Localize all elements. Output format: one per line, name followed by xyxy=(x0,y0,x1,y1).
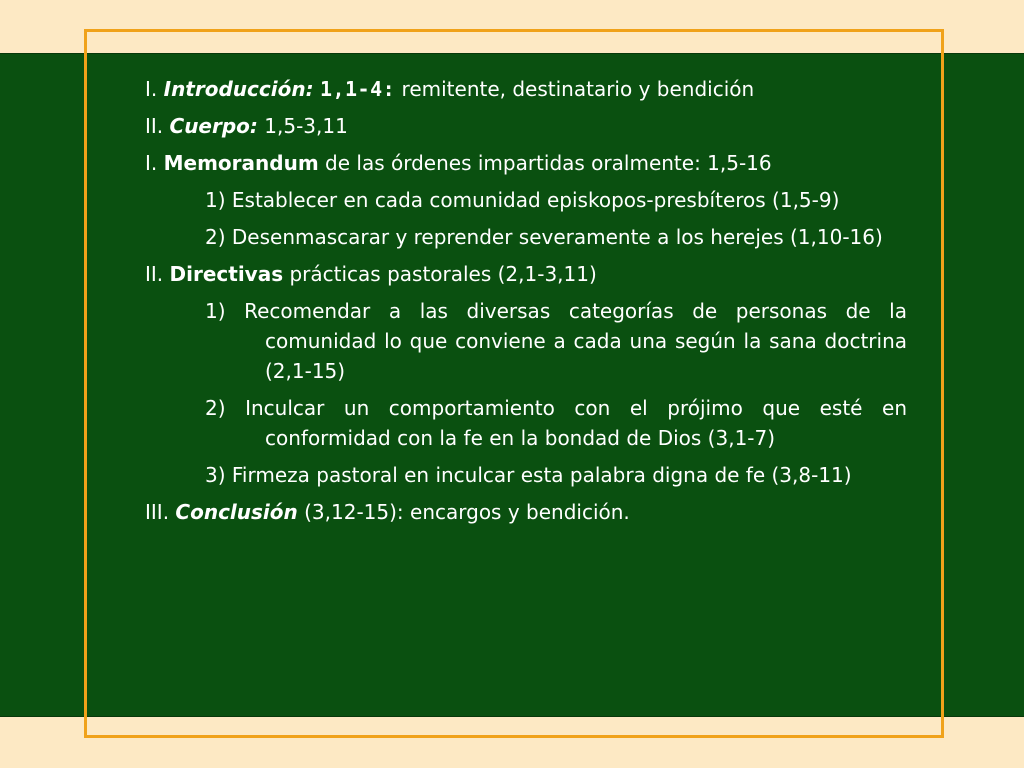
outline-item-cuerpo xyxy=(145,111,907,141)
item-title: Conclusión xyxy=(175,500,298,524)
item-number: II. xyxy=(145,114,164,138)
outline-item-introduccion xyxy=(145,74,907,104)
item-description: prácticas pastorales (2,1-3,11) xyxy=(289,262,597,286)
item-description: (3,12-15): encargos y bendición. xyxy=(304,500,630,524)
item-description: remitente, destinatario y bendición xyxy=(401,77,755,101)
item-reference: 1,1-4: xyxy=(319,77,396,101)
sub-item-memorandum-1: 1) Establecer en cada comunidad episkopos-presbíteros (1,5-9) xyxy=(205,188,840,212)
item-number: I. xyxy=(145,151,158,175)
item-title: Introducción: xyxy=(163,77,314,101)
item-number: III. xyxy=(145,500,170,524)
sub-item-memorandum-2: 2) Desenmascarar y reprender severamente a los herejes (1,10-16) xyxy=(205,225,883,249)
sub-item-directivas-1: 1) Recomendar a las diversas categorías de personas de la comunidad lo que conviene a cada una según la sana doctrina (2,1-15) xyxy=(205,299,907,383)
item-description: de las órdenes impartidas oralmente: 1,5-16 xyxy=(325,151,772,175)
sub-item-directivas-2: 2) Inculcar un comportamiento con el prójimo que esté en conformidad con la fe en la bondad de Dios (3,1-7) xyxy=(205,396,907,450)
outline-item-conclusion xyxy=(145,497,907,527)
item-title: Memorandum xyxy=(163,151,319,175)
item-number: I. xyxy=(145,77,158,101)
item-title: Cuerpo: xyxy=(169,114,258,138)
item-number: II. xyxy=(145,262,164,286)
item-title: Directivas xyxy=(169,262,284,286)
item-description: 1,5-3,11 xyxy=(264,114,348,138)
outline-item-directivas xyxy=(145,259,907,289)
outline-content xyxy=(145,74,907,534)
outline-item-memorandum xyxy=(145,148,907,178)
sub-item-directivas-3: 3) Firmeza pastoral en inculcar esta palabra digna de fe (3,8-11) xyxy=(205,463,852,487)
